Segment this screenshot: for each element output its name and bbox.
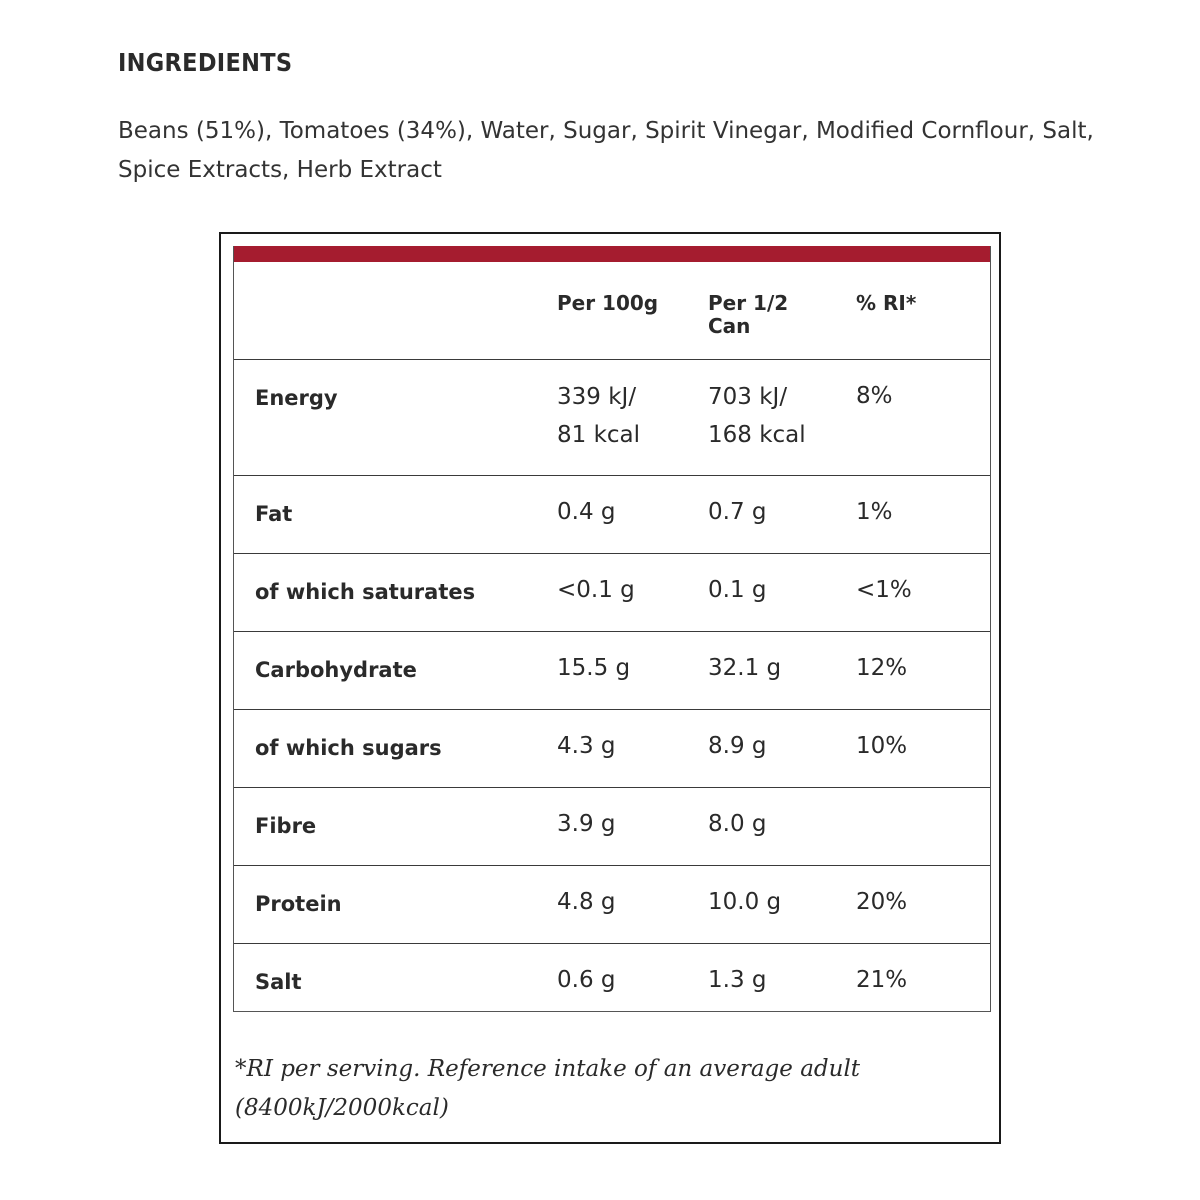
row-per100: 15.5 g [557,655,631,681]
row-ri: 1% [856,499,893,525]
nutrition-panel [219,232,1001,1144]
table-row [234,632,990,710]
row-per100: 3.9 g [557,811,616,837]
row-label: Energy [255,386,338,410]
table-row [234,866,990,944]
energy-half [708,378,806,454]
nutrition-table [233,246,991,1012]
row-per100: 0.6 g [557,967,616,993]
table-row [234,788,990,866]
table-row-energy [234,360,990,476]
energy-per100-kj: 339 kJ/ [557,384,637,410]
row-per-half: 0.7 g [708,499,767,525]
energy-half-kj: 703 kJ/ [708,384,788,410]
row-ri: 20% [856,889,908,915]
ri-footnote: *RI per serving. Reference intake of an average adult (8400kJ/2000kcal) [235,1056,861,1121]
energy-per100 [557,378,640,454]
row-label: of which sugars [255,736,442,760]
row-label: Carbohydrate [255,658,417,682]
row-label: Fibre [255,814,317,838]
table-row [234,554,990,632]
row-per-half: 0.1 g [708,577,767,603]
energy-ri: 8% [856,383,893,409]
row-ri: <1% [856,577,912,603]
row-per-half: 8.9 g [708,733,767,759]
row-label: of which saturates [255,580,476,604]
header-per-half-line2: Can [708,314,751,338]
row-label: Fat [255,502,293,526]
energy-per100-kcal: 81 kcal [557,422,641,448]
row-per100: 4.3 g [557,733,616,759]
row-ri: 10% [856,733,908,759]
row-per-half: 10.0 g [708,889,782,915]
row-per100: 4.8 g [557,889,616,915]
row-ri: 12% [856,655,908,681]
header-per-100g: Per 100g [557,291,659,315]
row-ri: 21% [856,967,908,993]
row-per-half: 32.1 g [708,655,782,681]
row-per-half: 1.3 g [708,967,767,993]
header-per-half-can [708,292,788,338]
header-per-half-line1: Per 1/2 [708,291,789,315]
table-row [234,944,990,1012]
row-label: Protein [255,892,342,916]
ingredients-heading: INGREDIENTS [118,48,293,77]
row-per-half: 8.0 g [708,811,767,837]
table-row [234,476,990,554]
header-ri: % RI* [856,291,917,315]
ingredients-text: Beans (51%), Tomatoes (34%), Water, Sugar, Spirit Vinegar, Modified Cornflour, Salt, Spice Extracts, Herb Extract [118,118,1094,183]
energy-half-kcal: 168 kcal [708,422,806,448]
row-label: Salt [255,970,302,994]
table-header-row [234,262,990,360]
nutrition-accent-bar [234,246,990,262]
row-per100: 0.4 g [557,499,616,525]
row-per100: <0.1 g [557,577,635,603]
table-row [234,710,990,788]
